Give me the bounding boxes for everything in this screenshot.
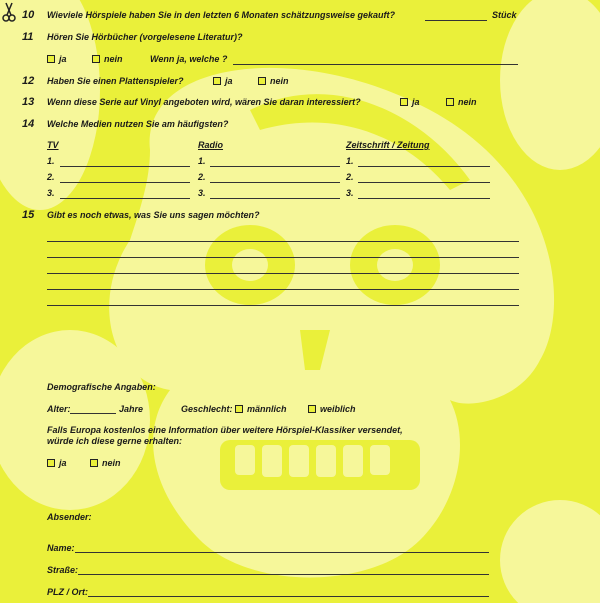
q11-which-label: Wenn ja, welche ? bbox=[150, 54, 228, 64]
q13-yes-option[interactable] bbox=[400, 97, 420, 108]
q14-question: Welche Medien nutzen Sie am häufigsten? bbox=[47, 119, 229, 129]
male-label: männlich bbox=[247, 404, 287, 414]
q14-print-input-3[interactable] bbox=[358, 198, 490, 199]
q12-no-option[interactable] bbox=[258, 76, 289, 87]
q14-col-radio: Radio bbox=[198, 140, 224, 150]
demo-title: Demografische Angaben: bbox=[47, 382, 156, 392]
info-yes-label: ja bbox=[59, 458, 67, 468]
q13-no-label: nein bbox=[458, 97, 477, 107]
gender-label: Geschlecht: bbox=[181, 404, 233, 414]
q10-question: Wieviele Hörspiele haben Sie in den letzten 6 Monaten schätzungsweise gekauft? bbox=[47, 10, 396, 20]
q15-question: Gibt es noch etwas, was Sie uns sagen möchten? bbox=[47, 210, 260, 220]
q15-input-line-2[interactable] bbox=[47, 257, 519, 258]
q14-radio-row-1: 1. bbox=[198, 156, 206, 166]
checkbox-icon[interactable] bbox=[92, 55, 100, 63]
checkbox-icon[interactable] bbox=[258, 77, 266, 85]
q10-input-line[interactable] bbox=[425, 20, 487, 21]
q14-print-input-2[interactable] bbox=[358, 182, 490, 183]
info-yes-option[interactable] bbox=[47, 458, 67, 469]
q11-no-label: nein bbox=[104, 54, 123, 64]
age-input-line[interactable] bbox=[70, 413, 116, 414]
q11-no-option[interactable] bbox=[92, 54, 123, 65]
q11-yes-option[interactable] bbox=[47, 54, 67, 65]
q14-tv-input-2[interactable] bbox=[60, 182, 190, 183]
q13-yes-label: ja bbox=[412, 97, 420, 107]
q14-tv-input-1[interactable] bbox=[60, 166, 190, 167]
q14-print-row-2: 2. bbox=[346, 172, 354, 182]
q14-tv-input-3[interactable] bbox=[60, 198, 190, 199]
q12-question: Haben Sie einen Plattenspieler? bbox=[47, 76, 184, 86]
q15-input-line-4[interactable] bbox=[47, 289, 519, 290]
q14-print-input-1[interactable] bbox=[358, 166, 490, 167]
scissors-icon bbox=[2, 2, 16, 22]
checkbox-icon[interactable] bbox=[47, 459, 55, 467]
q11-question: Hören Sie Hörbücher (vorgelesene Literatur)? bbox=[47, 32, 243, 42]
q12-yes-label: ja bbox=[225, 76, 233, 86]
sender-zip-label: PLZ / Ort: bbox=[47, 587, 88, 597]
checkbox-icon[interactable] bbox=[90, 459, 98, 467]
q10-unit: Stück bbox=[492, 10, 517, 20]
age-label: Alter: bbox=[47, 404, 71, 414]
q11-yes-label: ja bbox=[59, 54, 67, 64]
q12-number: 12 bbox=[22, 75, 35, 87]
checkbox-icon[interactable] bbox=[235, 405, 243, 413]
info-text-line-1: Falls Europa kostenlos eine Information über weitere Hörspiel-Klassiker versendet, bbox=[47, 425, 403, 435]
info-text-line-2: würde ich diese gerne erhalten: bbox=[47, 436, 183, 446]
checkbox-icon[interactable] bbox=[446, 98, 454, 106]
female-option[interactable] bbox=[308, 404, 356, 415]
q12-no-label: nein bbox=[270, 76, 289, 86]
q15-number: 15 bbox=[22, 209, 35, 221]
q12-yes-option[interactable] bbox=[213, 76, 233, 87]
q13-number: 13 bbox=[22, 96, 35, 108]
info-no-label: nein bbox=[102, 458, 121, 468]
q14-radio-input-1[interactable] bbox=[210, 166, 340, 167]
sender-street-input[interactable] bbox=[78, 574, 489, 575]
q14-radio-row-3: 3. bbox=[198, 188, 206, 198]
q14-col-print: Zeitschrift / Zeitung bbox=[346, 140, 430, 150]
q14-print-row-3: 3. bbox=[346, 188, 354, 198]
years-label: Jahre bbox=[119, 404, 144, 414]
q11-which-input-line[interactable] bbox=[233, 64, 518, 65]
q14-tv-row-1: 1. bbox=[47, 156, 55, 166]
q14-radio-input-2[interactable] bbox=[210, 182, 340, 183]
q14-tv-row-3: 3. bbox=[47, 188, 55, 198]
q14-radio-input-3[interactable] bbox=[210, 198, 340, 199]
q15-input-line-1[interactable] bbox=[47, 241, 519, 242]
checkbox-icon[interactable] bbox=[308, 405, 316, 413]
sender-street-label: Straße: bbox=[47, 565, 79, 575]
male-option[interactable] bbox=[235, 404, 287, 415]
q10-number: 10 bbox=[22, 9, 35, 21]
q11-number: 11 bbox=[22, 31, 34, 43]
q14-print-row-1: 1. bbox=[346, 156, 354, 166]
q15-input-line-5[interactable] bbox=[47, 305, 519, 306]
checkbox-icon[interactable] bbox=[213, 77, 221, 85]
female-label: weiblich bbox=[320, 404, 356, 414]
q13-question: Wenn diese Serie auf Vinyl angeboten wird, wären Sie daran interessiert? bbox=[47, 97, 361, 107]
q14-radio-row-2: 2. bbox=[198, 172, 206, 182]
sender-title: Absender: bbox=[47, 512, 92, 522]
q14-col-tv: TV bbox=[47, 140, 59, 150]
sender-zip-input[interactable] bbox=[88, 596, 489, 597]
sender-name-label: Name: bbox=[47, 543, 75, 553]
sender-name-input[interactable] bbox=[75, 552, 489, 553]
q15-input-line-3[interactable] bbox=[47, 273, 519, 274]
checkbox-icon[interactable] bbox=[47, 55, 55, 63]
q13-no-option[interactable] bbox=[446, 97, 477, 108]
q14-number: 14 bbox=[22, 118, 35, 130]
q14-tv-row-2: 2. bbox=[47, 172, 55, 182]
checkbox-icon[interactable] bbox=[400, 98, 408, 106]
info-no-option[interactable] bbox=[90, 458, 121, 469]
